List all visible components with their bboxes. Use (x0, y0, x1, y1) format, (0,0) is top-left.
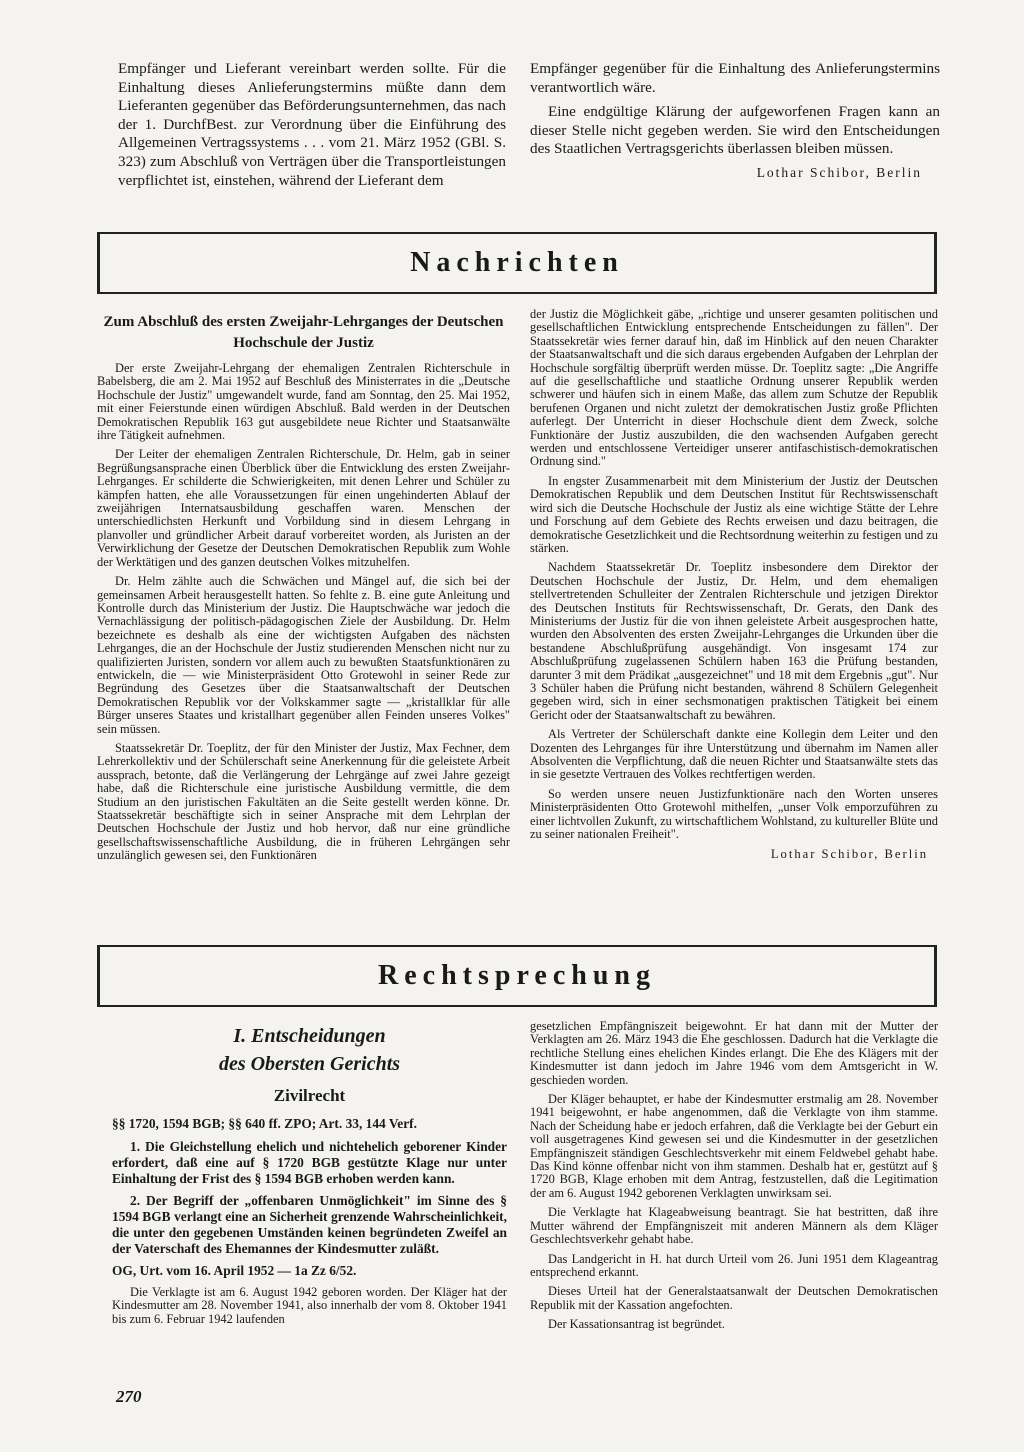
paragraph: Staatssekretär Dr. Toeplitz, der für den Minister der Justiz, Max Fechner, dem Lehrerkollektiv und der Schülerschaft seine Anerkennung für die geleistete Arbeit aussprach, betonte, daß die Verlängerung der Lehrgänge auf zwei Jahre gezeigt habe, daß die Richterschule eine juristische Ausbildung vermittle, die dem Studium an den juristischen Fakultäten an die Seite gestellt werden könne. Dr. Staatssekretär beschäftigte sich in seiner Ansprache mit dem Lehrplan der Deutschen Hochschule der Justiz und hob hervor, daß nur eine gründliche gesellschaftswissenschaftliche Ausbildung, die in früheren Lehrgängen sehr unzulänglich gewesen sei, den Funktionären (97, 740, 510, 863)
article-title: Zum Abschluß des ersten Zweijahr-Lehrganges der Deutschen Hochschule der Justiz (103, 314, 504, 351)
paragraph: der Justiz die Möglichkeit gäbe, „richtige und unserer gesamten politischen und gesellschaftlichen Entwicklung entsprechende Entscheidungen zu fällen". Der Staatssekretär wies ferner darauf hin, daß im Hinblick auf den neuen Charakter der Staatsanwaltschaft und die sich daraus ergebenden Aufgaben der Lehrplan der Hochschule sorgfältig überprüft werden müsse. Dr. Toeplitz sagte: „Die Angriffe auf die gesellschaftliche und staatliche Ordnung unserer Republik werden schwerer und häufen sich in einem Maße, das allem zum Schutze der Republik berufenen Organen und nicht zuletzt der demokratischen Justiz große Pflichten auferlegt. Der Unterricht in dieser Hochschule dient dem Zweck, solche Funktionäre der Justiz auszubilden, die den wachsenden Aufgaben gerecht werden und entschlossene Verteidiger unserer antifaschistisch-demokratischen Ordnung sind." (530, 307, 938, 469)
author-signature: Lothar Schibor, Berlin (756, 164, 922, 180)
paragraph: Dr. Helm zählte auch die Schwächen und Mängel auf, die sich bei der gemeinsamen Arbeit herausgestellt hatten. So fehlte z. B. eine gute Anleitung und Kontrolle durch das Ministerium der Justiz. Die Hauptschwäche war jedoch die Vernachlässigung der politisch-pädagogischen Ziele der Ausbildung. Dr. Helm bezeichnete es deshalb als eine der wichtigsten Aufgaben des nächsten Lehrganges, die an der Hochschule der Justiz studierenden Menschen nicht nur zu qualifizierten Juristen, sondern vor allem auch zu bewußten Staatsfunktionären zu entwickeln, die — wie Ministerpräsident Otto Grotewohl in seiner Rede zur Begründung des Gesetzes über die Staatsanwaltschaft der Deutschen Demokratischen Republik vor der Volkskammer sagte — „kristallklar für alle Bürger unseres Staates und kristallhart gegenüber allen Feinden unseres Volkes" sein müssen. (97, 574, 510, 736)
decision-heading: des Obersten Gerichts (218, 1053, 401, 1075)
section-title: Rechtsprechung (378, 960, 656, 991)
paragraph: Empfänger und Lieferant vereinbart werden sollte. Für die Einhaltung dieses Anlieferungstermins müßte dann dem Lieferanten gegenüber das Beförderungsunternehmen, das nach der 1. DurchfBest. zur Verordnung über die Einführung des Allgemeinen Vertragssystems . . . vom 21. März 1952 (GBl. S. 323) zum Abschluß von Verträgen über die Transportleistungen verpflichtet ist, einstehen, während der Lieferant dem (118, 60, 506, 189)
section-banner-rechtsprechung (97, 945, 937, 1007)
ruling-column-left (112, 1022, 507, 1332)
paragraph: Der Leiter der ehemaligen Zentralen Richterschule, Dr. Helm, gab in seiner Begrüßungsansprache einen Überblick über die Entwicklung des ersten Zweijahr-Lehrganges. Er schilderte die Schwierigkeiten, mit denen Lehrer und Schüler zu kämpfen hatten, ehe alle Voraussetzungen für einen ungehinderten Ablauf der zweijährigen Internatsausbildung geschaffen waren. Menschen der unterschiedlichsten Herkunft und Vorbildung sind in diesem Lehrgang in planvoller und gründlicher Arbeit darauf vorbereitet worden, als Juristen an der Verwirklichung der Gesetze der Deutschen Demokratischen Republik zum Wohle der Werktätigen und des ganzen deutschen Volkes mitzuhelfen. (97, 447, 510, 569)
headnote: 2. Der Begriff der „offenbaren Unmöglichkeit" im Sinne des § 1594 BGB verlangt eine an Sicherheit grenzende Wahrscheinlichkeit, die unter den gegebenen Umständen keinen begründeten Zweifel an der Vaterschaft des Ehemannes der Kindesmutter zuläßt. (112, 1193, 507, 1256)
headnote: 1. Die Gleichstellung ehelich und nichtehelich geborener Kinder erfordert, daß eine auf § 1720 BGB gestützte Klage nur unter Einhaltung der Frist des § 1594 BGB erhoben werden kann. (112, 1139, 507, 1186)
paragraph: gesetzlichen Empfängniszeit beigewohnt. Er hat dann mit der Mutter der Verklagten am 26. März 1943 die Ehe geschlossen. Dadurch hat die Verklagte die rechtliche Stellung eines ehelichen Kindes erlangt. Die Ehe des Klägers mit der Kindesmutter ist dann jedoch im Jahre 1946 vom dem Amtsgericht in W. geschieden worden. (530, 1019, 938, 1087)
paragraph: Die Verklagte ist am 6. August 1942 geboren worden. Der Kläger hat der Kindesmutter am 28. November 1941, also innerhalb der vom 8. Oktober 1941 bis zum 6. Februar 1942 laufenden (112, 1285, 507, 1326)
paragraph: So werden unsere neuen Justizfunktionäre nach den Worten unseres Ministerpräsidenten Otto Grotewohl mithelfen, „unser Volk emporzuführen zu einer lichtvollen Zukunft, zu wirtschaftlichem Wohlstand, zu kultureller Blüte und zu seiner nationalen Freiheit". (530, 786, 938, 842)
paragraph: Der Kläger behauptet, er habe der Kindesmutter erstmalig am 28. November 1941 beigewohnt, er habe angenommen, daß die Verklagte von ihm stamme. Nach der Scheidung habe er jedoch erfahren, daß die Verklagte bei der Geburt ein voll ausgetragenes Kind gewesen sei und die Kindesmutter in der gesetzlichen Empfängniszeit ständigen Geschlechtsverkehr mit einem Feldwebel gehabt habe. Das Kind könne offenbar nicht von ihm stammen. Deshalb hat er, gestützt auf § 1720 BGB, Klage erhoben mit dem Antrag, festzustellen, daß die Legitimation der am 6. August 1942 geborenen Verklagten unwirksam sei. (530, 1092, 938, 1200)
paragraph: Der erste Zweijahr-Lehrgang der ehemaligen Zentralen Richterschule in Babelsberg, die am 2. Mai 1952 auf Beschluß des Ministerrates in die „Deutsche Hochschule der Justiz" umgewandelt wurde, fand am Sonntag, den 25. Mai 1952, mit einer Feierstunde einen würdigen Abschluß. Bald werden in der Deutschen Demokratischen Republik 163 gut ausgebildete neue Richter und Staatsanwälte ihre Tätigkeit aufnehmen. (97, 361, 510, 443)
paragraph: Dieses Urteil hat der Generalstaatsanwalt der Deutschen Demokratischen Republik mit der Kassation angefochten. (530, 1284, 938, 1312)
paragraph: Das Landgericht in H. hat durch Urteil vom 26. Juni 1951 dem Klageantrag entsprechend erkannt. (530, 1251, 938, 1279)
continued-text-right (530, 60, 940, 181)
paragraph: In engster Zusammenarbeit mit dem Ministerium der Justiz der Deutschen Demokratischen Republik und dem Deutschen Institut für Rechtswissenschaft wird sich die Deutsche Hochschule der Justiz als eine wichtige Stätte der Lehre und Forschung auf dem Gebiete des Rechts erweisen und dazu beitragen, die demokratische Gesetzlichkeit und die Rechtsordnung weiterhin zu festigen und zu stärken. (530, 473, 938, 555)
section-title: Nachrichten (410, 247, 624, 278)
news-column-right (530, 308, 938, 862)
ruling-column-right (530, 1020, 938, 1338)
page-number: 270 (116, 1387, 142, 1406)
paragraph: Der Kassationsantrag ist begründet. (548, 1317, 725, 1332)
norm-references: §§ 1720, 1594 BGB; §§ 640 ff. ZPO; Art. 33, 144 Verf. (112, 1116, 417, 1131)
continued-text-left (118, 60, 506, 196)
paragraph: Eine endgültige Klärung der aufgeworfenen Fragen kann an dieser Stelle nicht gegeben werden. Sie wird den Entscheidungen des Staatlichen Vertragsgerichts überlassen bleiben müssen. (530, 103, 940, 158)
subsection-heading: Zivilrecht (273, 1086, 346, 1105)
paragraph: Empfänger gegenüber für die Einhaltung des Anlieferungstermins verantwortlich wäre. (530, 60, 940, 96)
section-banner-nachrichten (97, 232, 937, 294)
paragraph: Als Vertreter der Schülerschaft dankte eine Kollegin dem Leiter und den Dozenten des Lehrganges für ihre Unterstützung und übernahm im Namen aller Absolventen die Verpflichtung, daß die neuen Richter und Staatsanwälte stets das in sie gesetzte Vertrauen des Volkes rechtfertigen werden. (530, 727, 938, 782)
court-citation: OG, Urt. vom 16. April 1952 — 1a Zz 6/52. (112, 1263, 357, 1278)
news-column-left (97, 312, 510, 869)
paragraph: Nachdem Staatssekretär Dr. Toeplitz insbesondere dem Direktor der Deutschen Hochschule der Justiz, Dr. Helm, und dem ehemaligen stellvertretenden Schulleiter der Zentralen Richterschule und jetzigen Direktor des Deutschen Instituts für Rechtswissenschaft, Dr. Gerats, den Dank des Ministeriums der Justiz für die von ihnen geleistete Arbeit ausgesprochen hatte, wurden den Absolventen des ersten Zweijahr-Lehrganges die Urkunden über die bestandene Abschlußprüfung ausgehändigt. Von insgesamt 174 zur Abschlußprüfung zugelassenen Schülern haben 163 die Prüfung bestanden, darunter 3 mit dem Prädikat „ausgezeichnet" und 18 mit dem Ergebnis „gut". Nur 3 Schüler haben die Prüfung nicht bestanden, während 8 Schülern Gelegenheit gegeben wird, sich in einer sechsmonatigen praktischen Tätigkeit bei einem Gericht oder der Staatsanwaltschaft zu bewähren. (530, 560, 938, 722)
author-signature: Lothar Schibor, Berlin (770, 847, 928, 862)
paragraph: Die Verklagte hat Klageabweisung beantragt. Sie hat bestritten, daß ihre Mutter während der Empfängniszeit mit anderen Männern als dem Kläger Geschlechtsverkehr gehabt habe. (530, 1205, 938, 1247)
decision-heading: I. Entscheidungen (233, 1025, 386, 1047)
